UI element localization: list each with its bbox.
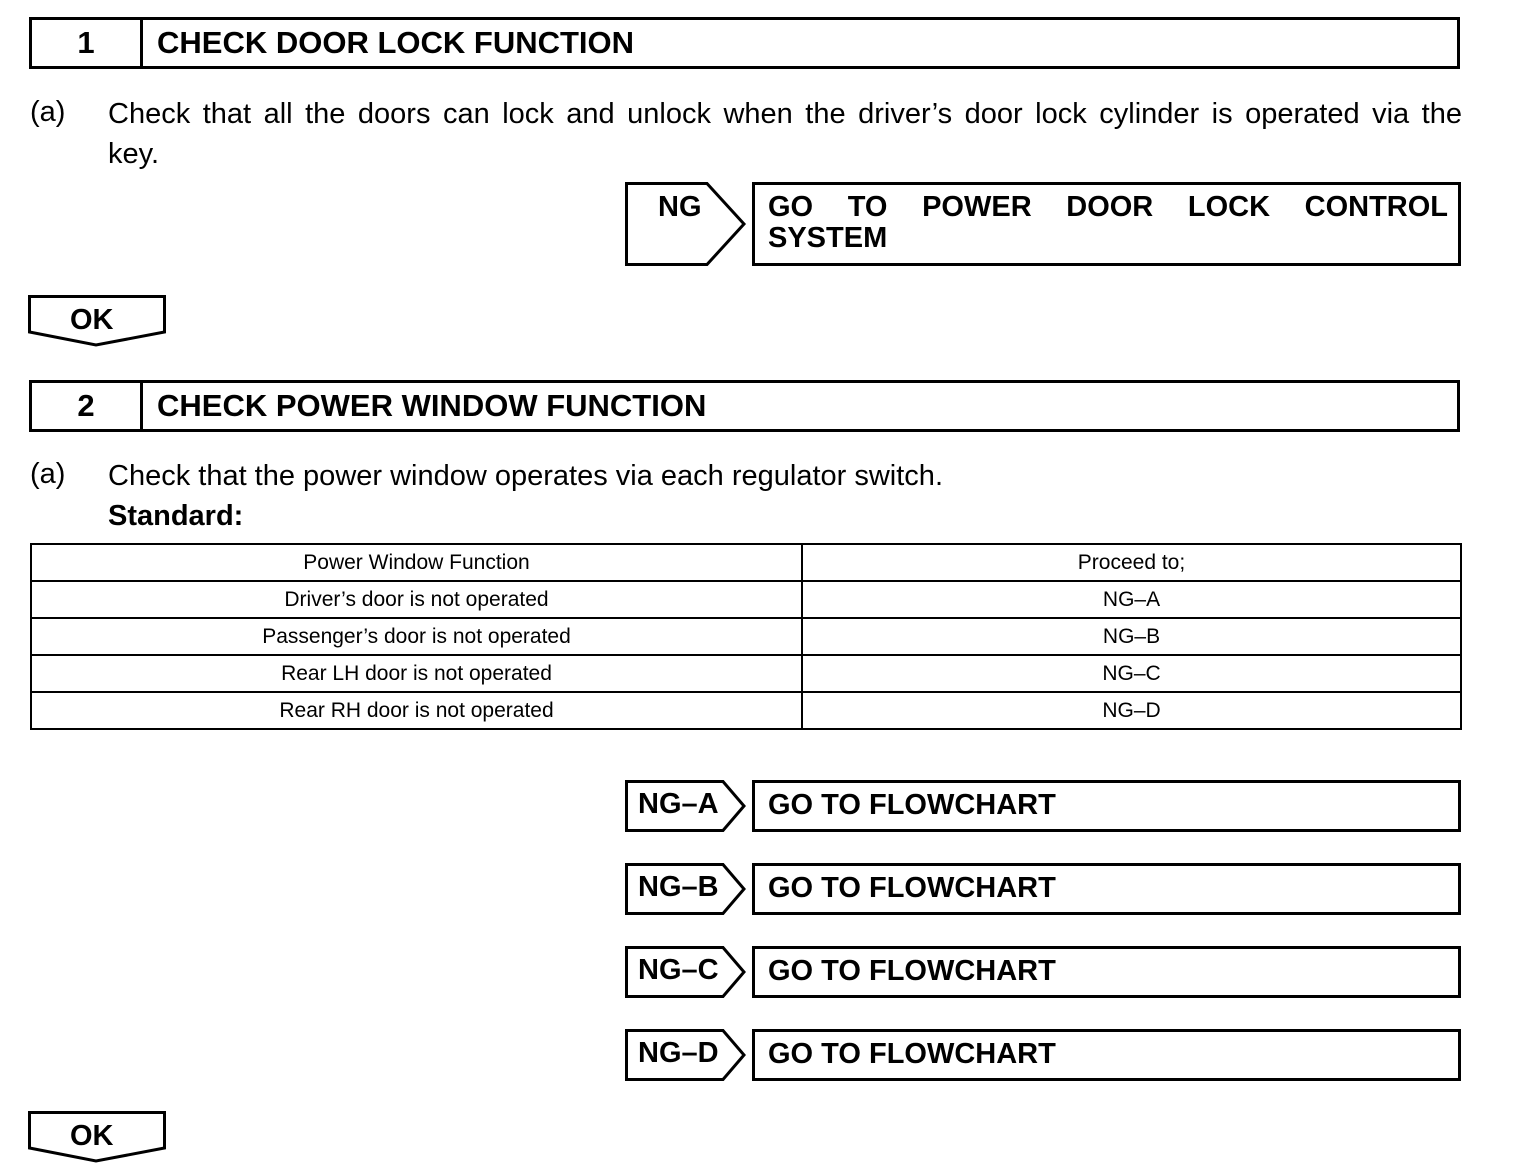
step-1-ng-result: [752, 182, 1461, 266]
ng-a-tag: [625, 780, 747, 832]
standard-label: Standard:: [108, 500, 244, 532]
ng-d-tag: [625, 1029, 747, 1081]
ng-b-tag: [625, 863, 747, 915]
ng-c-result-text: GO TO FLOWCHART: [768, 955, 1056, 987]
ng-c-tag: [625, 946, 747, 998]
step-2-ok-label: OK: [70, 1120, 114, 1152]
standard-table: [30, 543, 1462, 730]
table-header-cell: Proceed to;: [802, 544, 1461, 581]
ng-d-tag-label: NG–D: [638, 1037, 719, 1069]
table-cell: NG–B: [802, 618, 1461, 655]
step-1-ng-tag-label: NG: [658, 191, 702, 223]
ng-a-result-text: GO TO FLOWCHART: [768, 789, 1056, 821]
table-cell: Passenger’s door is not operated: [31, 618, 802, 655]
table-row: [31, 692, 1461, 729]
table-header-row: [31, 544, 1461, 581]
ng-c-result: [752, 946, 1461, 998]
table-cell: NG–C: [802, 655, 1461, 692]
ng-d-result-text: GO TO FLOWCHART: [768, 1038, 1056, 1070]
step-1-title: CHECK DOOR LOCK FUNCTION: [157, 25, 635, 60]
step-2-item-text: Check that the power window operates via each regulator switch.: [108, 460, 943, 492]
step-1-ng-result-line2: SYSTEM: [768, 222, 888, 254]
ng-c-tag-label: NG–C: [638, 954, 719, 986]
step-1-item-text-line2: key.: [108, 138, 160, 170]
step-2-title: CHECK POWER WINDOW FUNCTION: [157, 388, 707, 423]
table-row: [31, 618, 1461, 655]
step-2-ok-tag: [28, 1111, 166, 1163]
step-1-ng-tag: [625, 182, 747, 266]
table-cell: NG–A: [802, 581, 1461, 618]
step-2-header: [29, 380, 1460, 432]
step-1-item-text-line1: Check that all the doors can lock and unlock when the driver’s door lock cylinder is operated via the: [108, 98, 1462, 130]
ng-a-tag-label: NG–A: [638, 788, 719, 820]
table-row: [31, 655, 1461, 692]
ng-b-result: [752, 863, 1461, 915]
step-2-number: 2: [32, 383, 143, 429]
step-1-ok-tag: [28, 295, 166, 347]
table-header-cell: Power Window Function: [31, 544, 802, 581]
table-cell: Rear RH door is not operated: [31, 692, 802, 729]
step-1-number: 1: [32, 20, 143, 66]
step-1-ng-result-line1: GO TO POWER DOOR LOCK CONTROL: [768, 191, 1448, 223]
ng-a-result: [752, 780, 1461, 832]
step-1-item-label: (a): [30, 96, 66, 128]
table-cell: NG–D: [802, 692, 1461, 729]
step-1-ok-label: OK: [70, 304, 114, 336]
ng-d-result: [752, 1029, 1461, 1081]
ng-b-result-text: GO TO FLOWCHART: [768, 872, 1056, 904]
step-2-item-label: (a): [30, 458, 66, 490]
table-cell: Driver’s door is not operated: [31, 581, 802, 618]
ng-b-tag-label: NG–B: [638, 871, 719, 903]
table-row: [31, 581, 1461, 618]
step-1-header: [29, 17, 1460, 69]
table-cell: Rear LH door is not operated: [31, 655, 802, 692]
